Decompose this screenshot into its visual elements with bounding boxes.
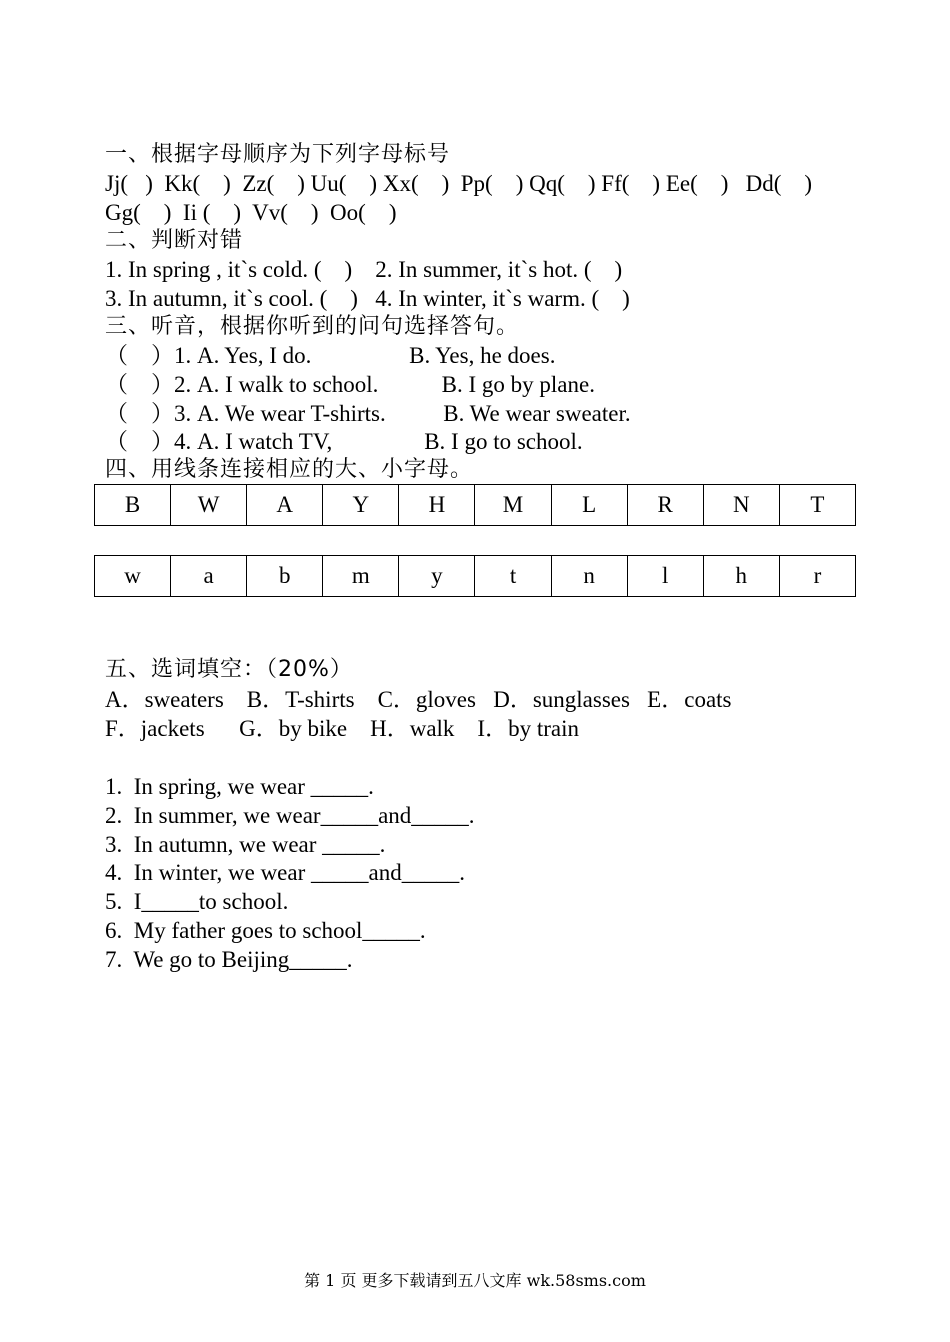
section2-line1: 1. In spring , it`s cold. ( ) 2. In summer, it`s hot. ( ) — [105, 257, 623, 282]
section5-options-row1: A．sweaters B．T-shirts C．gloves D．sunglasses E．coats — [105, 687, 732, 712]
lowercase-cell: l — [627, 556, 703, 597]
lowercase-cell: m — [323, 556, 399, 597]
section5-question: 1. In spring, we wear _____. — [105, 774, 374, 799]
lowercase-cell: h — [703, 556, 779, 597]
section1-heading: 一、根据字母顺序为下列字母标号 — [105, 142, 451, 167]
section3-item: （ ）1. A. Yes, I do. B. Yes, he does. — [105, 343, 556, 368]
section1-row1: Jj( ) Kk( ) Zz( ) Uu( ) Xx( ) Pp( ) Qq( ) Ff( ) Ee( ) Dd( ) — [105, 171, 813, 196]
uppercase-cell: L — [551, 485, 627, 526]
lowercase-cell: b — [247, 556, 323, 597]
uppercase-cell: Y — [323, 485, 399, 526]
uppercase-row — [95, 485, 856, 526]
uppercase-cell: T — [779, 485, 855, 526]
section5-question: 6. My father goes to school_____. — [105, 918, 426, 943]
section5-question: 5. I_____to school. — [105, 889, 289, 914]
section3-item: （ ）4. A. I watch TV, B. I go to school. — [105, 429, 583, 454]
lowercase-cell: w — [95, 556, 171, 597]
lowercase-cell: r — [779, 556, 855, 597]
page-footer: 第 1 页 更多下载请到五八文库 wk.58sms.com — [304, 1271, 646, 1290]
section5-heading: 五、选词填空：（20%） — [105, 657, 353, 682]
uppercase-cell: B — [95, 485, 171, 526]
uppercase-cell: R — [627, 485, 703, 526]
section2-line2: 3. In autumn, it`s cool. ( ) 4. In winter, it`s warm. ( ) — [105, 286, 630, 311]
lowercase-cell: y — [399, 556, 475, 597]
lowercase-letter-table — [94, 555, 856, 597]
section5-question: 3. In autumn, we wear _____. — [105, 832, 386, 857]
uppercase-cell: A — [247, 485, 323, 526]
section5-options-row2: F．jackets G．by bike H．walk I．by train — [105, 716, 579, 741]
uppercase-cell: W — [171, 485, 247, 526]
uppercase-letter-table — [94, 484, 856, 526]
section5-question: 7. We go to Beijing_____. — [105, 947, 353, 972]
uppercase-cell: N — [703, 485, 779, 526]
lowercase-row — [95, 556, 856, 597]
section1-row2: Gg( ) Ii ( ) Vv( ) Oo( ) — [105, 200, 397, 225]
uppercase-cell: M — [475, 485, 551, 526]
section5-question: 2. In summer, we wear_____and_____. — [105, 803, 475, 828]
section3-item: （ ）2. A. I walk to school. B. I go by plane. — [105, 372, 595, 397]
section2-heading: 二、判断对错 — [105, 228, 244, 253]
section3-heading: 三、听音，根据你听到的问句选择答句。 — [105, 314, 520, 339]
lowercase-cell: n — [551, 556, 627, 597]
section4-heading: 四、用线条连接相应的大、小字母。 — [105, 457, 474, 482]
lowercase-cell: t — [475, 556, 551, 597]
section3-item: （ ）3. A. We wear T-shirts. B. We wear sweater. — [105, 401, 631, 426]
lowercase-cell: a — [171, 556, 247, 597]
section5-question: 4. In winter, we wear _____and_____. — [105, 860, 465, 885]
uppercase-cell: H — [399, 485, 475, 526]
